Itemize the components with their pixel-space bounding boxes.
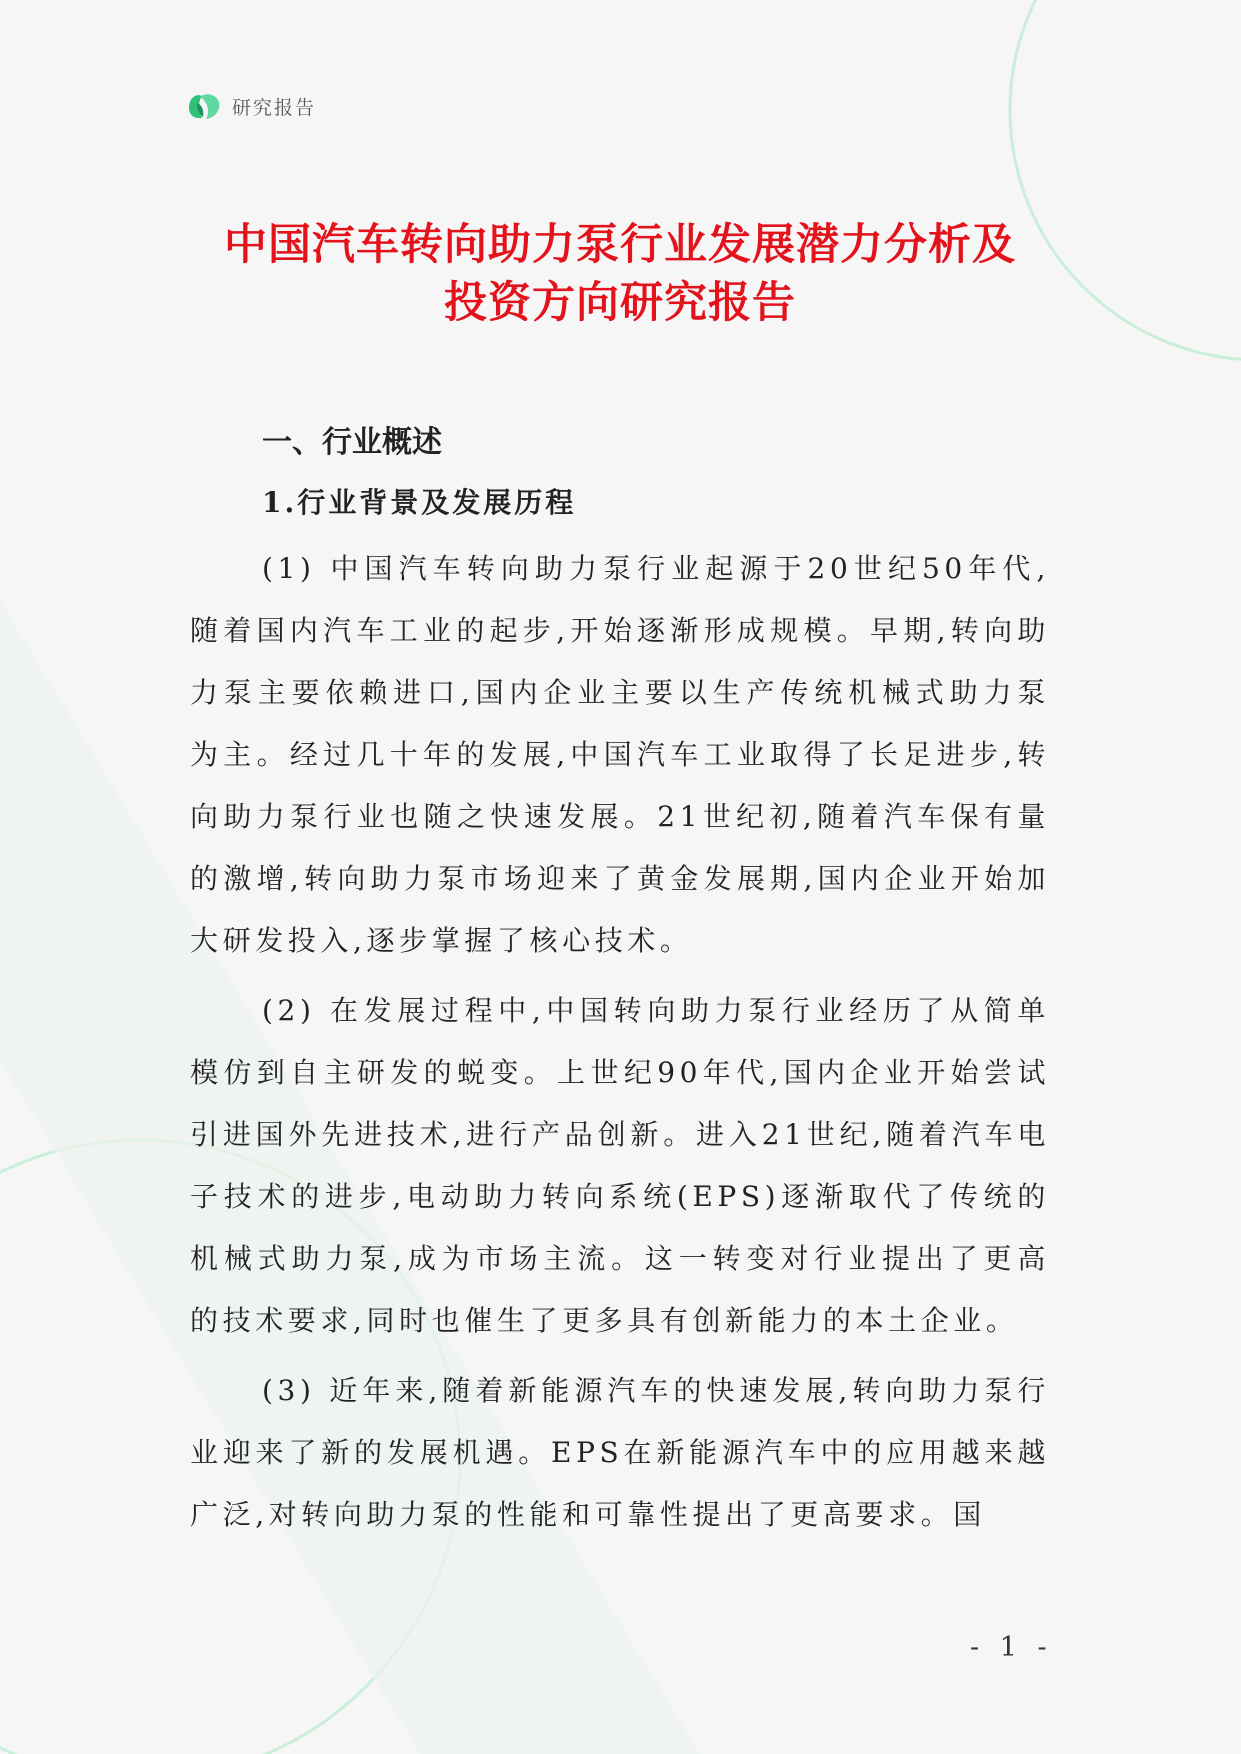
document-body <box>190 418 1050 1546</box>
paragraph-1: (1) 中国汽车转向助力泵行业起源于20世纪50年代,随着国内汽车工业的起步,开始逐渐形成规模。早期,转向助力泵主要依赖进口,国内企业主要以生产传统机械式助力泵为主。经过几十年的发展,中国汽车工业取得了长足进步,转向助力泵行业也随之快速发展。21世纪初,随着汽车保有量的激增,转向助力泵市场迎来了黄金发展期,国内企业开始加大研发投入,逐步掌握了核心技术。 <box>190 552 1050 957</box>
title-line-2: 投资方向研究报告 <box>444 278 796 328</box>
title-line-1: 中国汽车转向助力泵行业发展潜力分析及 <box>224 220 1016 270</box>
sub-heading: 1.行业背景及发展历程 <box>262 486 577 519</box>
document-title <box>140 216 1100 332</box>
brand-text: 研究报告 <box>232 96 317 119</box>
leaf-logo-icon <box>186 88 222 124</box>
header-brand <box>186 88 316 124</box>
paragraph-2: (2) 在发展过程中,中国转向助力泵行业经历了从简单模仿到自主研发的蜕变。上世纪90年代,国内企业开始尝试引进国外先进技术,进行产品创新。进入21世纪,随着汽车电子技术的进步,电动助力转向系统(EPS)逐渐取代了传统的机械式助力泵,成为市场主流。这一转变对行业提出了更高的技术要求,同时也催生了更多具有创新能力的本土企业。 <box>190 994 1050 1337</box>
page-number: - 1 - <box>970 1632 1053 1663</box>
section-heading: 一、行业概述 <box>262 425 442 460</box>
paragraph-3: (3) 近年来,随着新能源汽车的快速发展,转向助力泵行业迎来了新的发展机遇。EPS在新能源汽车中的应用越来越广泛,对转向助力泵的性能和可靠性提出了更高要求。国 <box>190 1374 1050 1531</box>
